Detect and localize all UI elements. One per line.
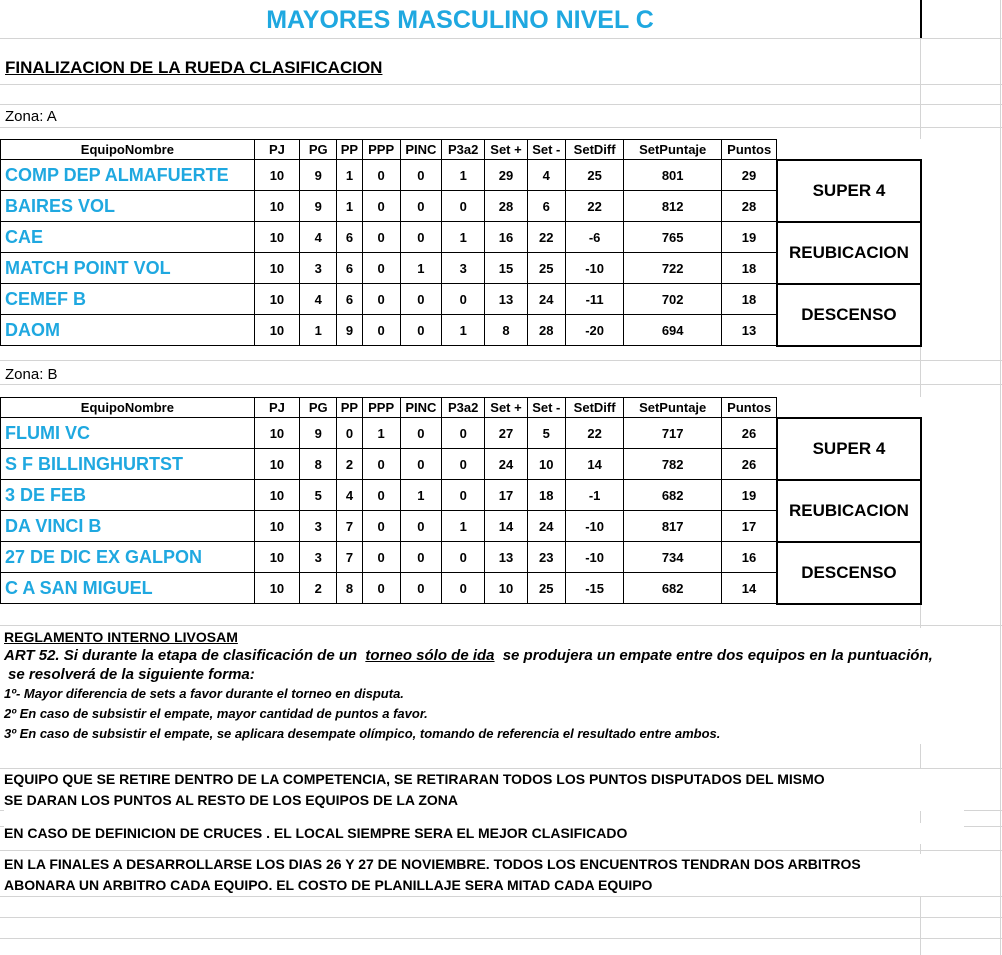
col-header-set-plus: Set + bbox=[485, 140, 527, 160]
cell-pj: 10 bbox=[254, 511, 299, 542]
cell-pj: 10 bbox=[254, 480, 299, 511]
cell-setpuntaje: 817 bbox=[624, 511, 722, 542]
cell-p3a2: 1 bbox=[442, 315, 485, 346]
cell-pinc: 0 bbox=[400, 542, 441, 573]
cell-set-minus: 24 bbox=[527, 284, 565, 315]
col-header-p3a2: P3a2 bbox=[442, 398, 485, 418]
result-super4: SUPER 4 bbox=[777, 160, 921, 222]
team-name: COMP DEP ALMAFUERTE bbox=[1, 160, 255, 191]
col-header-puntos: Puntos bbox=[722, 398, 777, 418]
cell-pg: 9 bbox=[300, 418, 337, 449]
table-row bbox=[1, 542, 922, 573]
cell-pinc: 0 bbox=[400, 284, 441, 315]
cell-pp: 6 bbox=[337, 284, 362, 315]
cell-setpuntaje: 782 bbox=[624, 449, 722, 480]
table-row bbox=[1, 222, 922, 253]
cell-setdiff: 14 bbox=[565, 449, 623, 480]
cell-pp: 4 bbox=[337, 480, 362, 511]
cell-puntos: 18 bbox=[722, 253, 777, 284]
cell-pg: 1 bbox=[300, 315, 337, 346]
rule-item-3: 3º En caso de subsistir el empate, se aplicara desempate olímpico, tomando de referencia el resultado entre ambos. bbox=[4, 726, 721, 741]
cell-p3a2: 0 bbox=[442, 284, 485, 315]
col-header-pp: PP bbox=[337, 398, 362, 418]
section-subtitle: FINALIZACION DE LA RUEDA CLASIFICACION bbox=[5, 58, 386, 78]
cell-setdiff: -10 bbox=[565, 511, 623, 542]
cell-ppp: 0 bbox=[362, 573, 400, 604]
cell-p3a2: 0 bbox=[442, 542, 485, 573]
cell-pg: 9 bbox=[300, 191, 337, 222]
result-reubicacion: REUBICACION bbox=[777, 480, 921, 542]
rules-section bbox=[4, 628, 994, 744]
rule-item-2: 2º En caso de subsistir el empate, mayor cantidad de puntos a favor. bbox=[4, 706, 428, 721]
cell-puntos: 19 bbox=[722, 480, 777, 511]
team-name: DAOM bbox=[1, 315, 255, 346]
col-header-set-plus: Set + bbox=[485, 398, 527, 418]
col-header-pinc: PINC bbox=[400, 398, 441, 418]
cell-set-plus: 8 bbox=[485, 315, 527, 346]
col-header-ppp: PPP bbox=[362, 140, 400, 160]
cell-set-minus: 10 bbox=[527, 449, 565, 480]
cell-pj: 10 bbox=[254, 542, 299, 573]
cell-pinc: 0 bbox=[400, 191, 441, 222]
cell-ppp: 0 bbox=[362, 284, 400, 315]
cell-setdiff: -15 bbox=[565, 573, 623, 604]
team-name: BAIRES VOL bbox=[1, 191, 255, 222]
cell-setpuntaje: 722 bbox=[624, 253, 722, 284]
cell-pj: 10 bbox=[254, 191, 299, 222]
table-header-row bbox=[1, 398, 922, 418]
header-blank bbox=[777, 140, 921, 160]
cell-set-plus: 17 bbox=[485, 480, 527, 511]
cell-pj: 10 bbox=[254, 253, 299, 284]
rules-heading: REGLAMENTO INTERNO LIVOSAM bbox=[4, 629, 238, 645]
team-name: 3 DE FEB bbox=[1, 480, 255, 511]
cell-set-plus: 14 bbox=[485, 511, 527, 542]
cell-setdiff: -10 bbox=[565, 542, 623, 573]
cell-set-minus: 28 bbox=[527, 315, 565, 346]
cell-pp: 6 bbox=[337, 253, 362, 284]
cell-ppp: 0 bbox=[362, 542, 400, 573]
col-header-setpuntaje: SetPuntaje bbox=[624, 398, 722, 418]
rule-article-underlined: torneo sólo de ida bbox=[365, 647, 495, 664]
cell-ppp: 0 bbox=[362, 191, 400, 222]
cell-pj: 10 bbox=[254, 418, 299, 449]
cell-set-minus: 6 bbox=[527, 191, 565, 222]
col-header-puntos: Puntos bbox=[722, 140, 777, 160]
cell-set-minus: 18 bbox=[527, 480, 565, 511]
cell-pinc: 0 bbox=[400, 418, 441, 449]
cell-setpuntaje: 717 bbox=[624, 418, 722, 449]
cell-p3a2: 0 bbox=[442, 449, 485, 480]
cell-p3a2: 1 bbox=[442, 222, 485, 253]
cell-pg: 9 bbox=[300, 160, 337, 191]
note-finales-line2: ABONARA UN ARBITRO CADA EQUIPO. EL COSTO DE PLANILLAJE SERA MITAD CADA EQUIPO bbox=[4, 875, 964, 896]
note-finales-line1: EN LA FINALES A DESARROLLARSE LOS DIAS 26 Y 27 DE NOVIEMBRE. TODOS LOS ENCUENTROS TENDRAN DOS ARBITROS bbox=[4, 854, 964, 875]
col-header-pj: PJ bbox=[254, 140, 299, 160]
cell-pinc: 0 bbox=[400, 160, 441, 191]
cell-pj: 10 bbox=[254, 222, 299, 253]
cell-pg: 2 bbox=[300, 573, 337, 604]
cell-puntos: 18 bbox=[722, 284, 777, 315]
note-retire-line2: SE DARAN LOS PUNTOS AL RESTO DE LOS EQUIPOS DE LA ZONA bbox=[4, 790, 964, 811]
cell-set-minus: 25 bbox=[527, 573, 565, 604]
col-header-setdiff: SetDiff bbox=[565, 398, 623, 418]
rule-article-suffix: se produjera un empate entre dos equipos en la puntuación, bbox=[502, 647, 933, 664]
table-header-row bbox=[1, 140, 922, 160]
team-name: CAE bbox=[1, 222, 255, 253]
cell-set-minus: 23 bbox=[527, 542, 565, 573]
col-header-set-minus: Set - bbox=[527, 140, 565, 160]
cell-pp: 6 bbox=[337, 222, 362, 253]
cell-setdiff: -11 bbox=[565, 284, 623, 315]
cell-pj: 10 bbox=[254, 315, 299, 346]
cell-pg: 4 bbox=[300, 284, 337, 315]
table-row bbox=[1, 160, 922, 191]
zone-a-table bbox=[0, 139, 922, 347]
page-title: MAYORES MASCULINO NIVEL C bbox=[0, 2, 920, 36]
cell-puntos: 17 bbox=[722, 511, 777, 542]
cell-set-plus: 13 bbox=[485, 284, 527, 315]
cell-pp: 2 bbox=[337, 449, 362, 480]
cell-pinc: 0 bbox=[400, 573, 441, 604]
cell-setdiff: -6 bbox=[565, 222, 623, 253]
cell-puntos: 19 bbox=[722, 222, 777, 253]
cell-pp: 1 bbox=[337, 160, 362, 191]
cell-setpuntaje: 765 bbox=[624, 222, 722, 253]
cell-puntos: 29 bbox=[722, 160, 777, 191]
rule-item-1: 1º- Mayor diferencia de sets a favor durante el torneo en disputa. bbox=[4, 686, 404, 701]
result-descenso: DESCENSO bbox=[777, 284, 921, 346]
col-header-pj: PJ bbox=[254, 398, 299, 418]
result-reubicacion: REUBICACION bbox=[777, 222, 921, 284]
cell-puntos: 26 bbox=[722, 418, 777, 449]
team-name: S F BILLINGHURTST bbox=[1, 449, 255, 480]
col-header-p3a2: P3a2 bbox=[442, 140, 485, 160]
cell-setpuntaje: 682 bbox=[624, 573, 722, 604]
cell-set-plus: 15 bbox=[485, 253, 527, 284]
cell-pp: 7 bbox=[337, 542, 362, 573]
cell-set-minus: 4 bbox=[527, 160, 565, 191]
cell-puntos: 13 bbox=[722, 315, 777, 346]
zone-a-label: Zona: A bbox=[5, 108, 61, 125]
cell-pinc: 0 bbox=[400, 315, 441, 346]
col-header-ppp: PPP bbox=[362, 398, 400, 418]
col-header-set-minus: Set - bbox=[527, 398, 565, 418]
result-super4: SUPER 4 bbox=[777, 418, 921, 480]
cell-setpuntaje: 734 bbox=[624, 542, 722, 573]
cell-puntos: 28 bbox=[722, 191, 777, 222]
cell-pinc: 0 bbox=[400, 511, 441, 542]
cell-pinc: 1 bbox=[400, 253, 441, 284]
cell-puntos: 14 bbox=[722, 573, 777, 604]
team-name: C A SAN MIGUEL bbox=[1, 573, 255, 604]
cell-set-plus: 24 bbox=[485, 449, 527, 480]
cell-setdiff: 22 bbox=[565, 418, 623, 449]
title-divider bbox=[920, 0, 922, 38]
col-header-pg: PG bbox=[300, 398, 337, 418]
zone-b-table bbox=[0, 397, 922, 605]
cell-pj: 10 bbox=[254, 160, 299, 191]
rule-article-prefix: ART 52. Si durante la etapa de clasificación de un bbox=[4, 647, 358, 664]
note-cruces: EN CASO DE DEFINICION DE CRUCES . EL LOCAL SIEMPRE SERA EL MEJOR CLASIFICADO bbox=[4, 823, 964, 844]
cell-set-plus: 16 bbox=[485, 222, 527, 253]
note-retire-line1: EQUIPO QUE SE RETIRE DENTRO DE LA COMPETENCIA, SE RETIRARAN TODOS LOS PUNTOS DISPUTADOS DEL MISMO bbox=[4, 769, 964, 790]
result-descenso: DESCENSO bbox=[777, 542, 921, 604]
cell-p3a2: 1 bbox=[442, 160, 485, 191]
cell-pg: 4 bbox=[300, 222, 337, 253]
cell-pg: 3 bbox=[300, 542, 337, 573]
cell-setdiff: 25 bbox=[565, 160, 623, 191]
cell-pinc: 0 bbox=[400, 222, 441, 253]
cell-puntos: 16 bbox=[722, 542, 777, 573]
cell-pg: 3 bbox=[300, 511, 337, 542]
col-header-pg: PG bbox=[300, 140, 337, 160]
cell-pp: 7 bbox=[337, 511, 362, 542]
cell-ppp: 0 bbox=[362, 511, 400, 542]
cell-ppp: 0 bbox=[362, 222, 400, 253]
table-row bbox=[1, 418, 922, 449]
cell-ppp: 0 bbox=[362, 480, 400, 511]
cell-ppp: 1 bbox=[362, 418, 400, 449]
cell-setdiff: 22 bbox=[565, 191, 623, 222]
cell-setpuntaje: 702 bbox=[624, 284, 722, 315]
cell-pinc: 0 bbox=[400, 449, 441, 480]
team-name: DA VINCI B bbox=[1, 511, 255, 542]
cell-ppp: 0 bbox=[362, 449, 400, 480]
cell-pp: 8 bbox=[337, 573, 362, 604]
team-name: FLUMI VC bbox=[1, 418, 255, 449]
cell-p3a2: 1 bbox=[442, 511, 485, 542]
cell-setpuntaje: 682 bbox=[624, 480, 722, 511]
cell-set-minus: 25 bbox=[527, 253, 565, 284]
cell-set-minus: 5 bbox=[527, 418, 565, 449]
cell-set-minus: 22 bbox=[527, 222, 565, 253]
cell-p3a2: 0 bbox=[442, 418, 485, 449]
col-header-team: EquipoNombre bbox=[1, 398, 255, 418]
cell-set-plus: 27 bbox=[485, 418, 527, 449]
cell-set-plus: 13 bbox=[485, 542, 527, 573]
cell-setdiff: -10 bbox=[565, 253, 623, 284]
cell-pg: 5 bbox=[300, 480, 337, 511]
cell-pp: 9 bbox=[337, 315, 362, 346]
team-name: CEMEF B bbox=[1, 284, 255, 315]
cell-p3a2: 0 bbox=[442, 191, 485, 222]
rule-article-line2: se resolverá de la siguiente forma: bbox=[8, 666, 255, 683]
cell-setdiff: -20 bbox=[565, 315, 623, 346]
cell-set-plus: 29 bbox=[485, 160, 527, 191]
col-header-pp: PP bbox=[337, 140, 362, 160]
cell-setpuntaje: 694 bbox=[624, 315, 722, 346]
header-blank bbox=[777, 398, 921, 418]
table-row bbox=[1, 284, 922, 315]
col-header-setpuntaje: SetPuntaje bbox=[624, 140, 722, 160]
col-header-team: EquipoNombre bbox=[1, 140, 255, 160]
cell-set-plus: 28 bbox=[485, 191, 527, 222]
cell-pj: 10 bbox=[254, 284, 299, 315]
cell-pp: 0 bbox=[337, 418, 362, 449]
cell-setpuntaje: 812 bbox=[624, 191, 722, 222]
cell-ppp: 0 bbox=[362, 160, 400, 191]
cell-p3a2: 0 bbox=[442, 480, 485, 511]
table-row bbox=[1, 480, 922, 511]
cell-setpuntaje: 801 bbox=[624, 160, 722, 191]
cell-pp: 1 bbox=[337, 191, 362, 222]
team-name: MATCH POINT VOL bbox=[1, 253, 255, 284]
cell-pg: 3 bbox=[300, 253, 337, 284]
cell-pj: 10 bbox=[254, 449, 299, 480]
cell-puntos: 26 bbox=[722, 449, 777, 480]
cell-ppp: 0 bbox=[362, 315, 400, 346]
cell-pj: 10 bbox=[254, 573, 299, 604]
cell-p3a2: 0 bbox=[442, 573, 485, 604]
cell-set-minus: 24 bbox=[527, 511, 565, 542]
cell-ppp: 0 bbox=[362, 253, 400, 284]
rule-article-52 bbox=[4, 646, 994, 665]
cell-p3a2: 3 bbox=[442, 253, 485, 284]
team-name: 27 DE DIC EX GALPON bbox=[1, 542, 255, 573]
cell-set-plus: 10 bbox=[485, 573, 527, 604]
col-header-pinc: PINC bbox=[400, 140, 441, 160]
cell-pinc: 1 bbox=[400, 480, 441, 511]
col-header-setdiff: SetDiff bbox=[565, 140, 623, 160]
zone-b-label: Zona: B bbox=[5, 366, 62, 383]
cell-pg: 8 bbox=[300, 449, 337, 480]
cell-setdiff: -1 bbox=[565, 480, 623, 511]
